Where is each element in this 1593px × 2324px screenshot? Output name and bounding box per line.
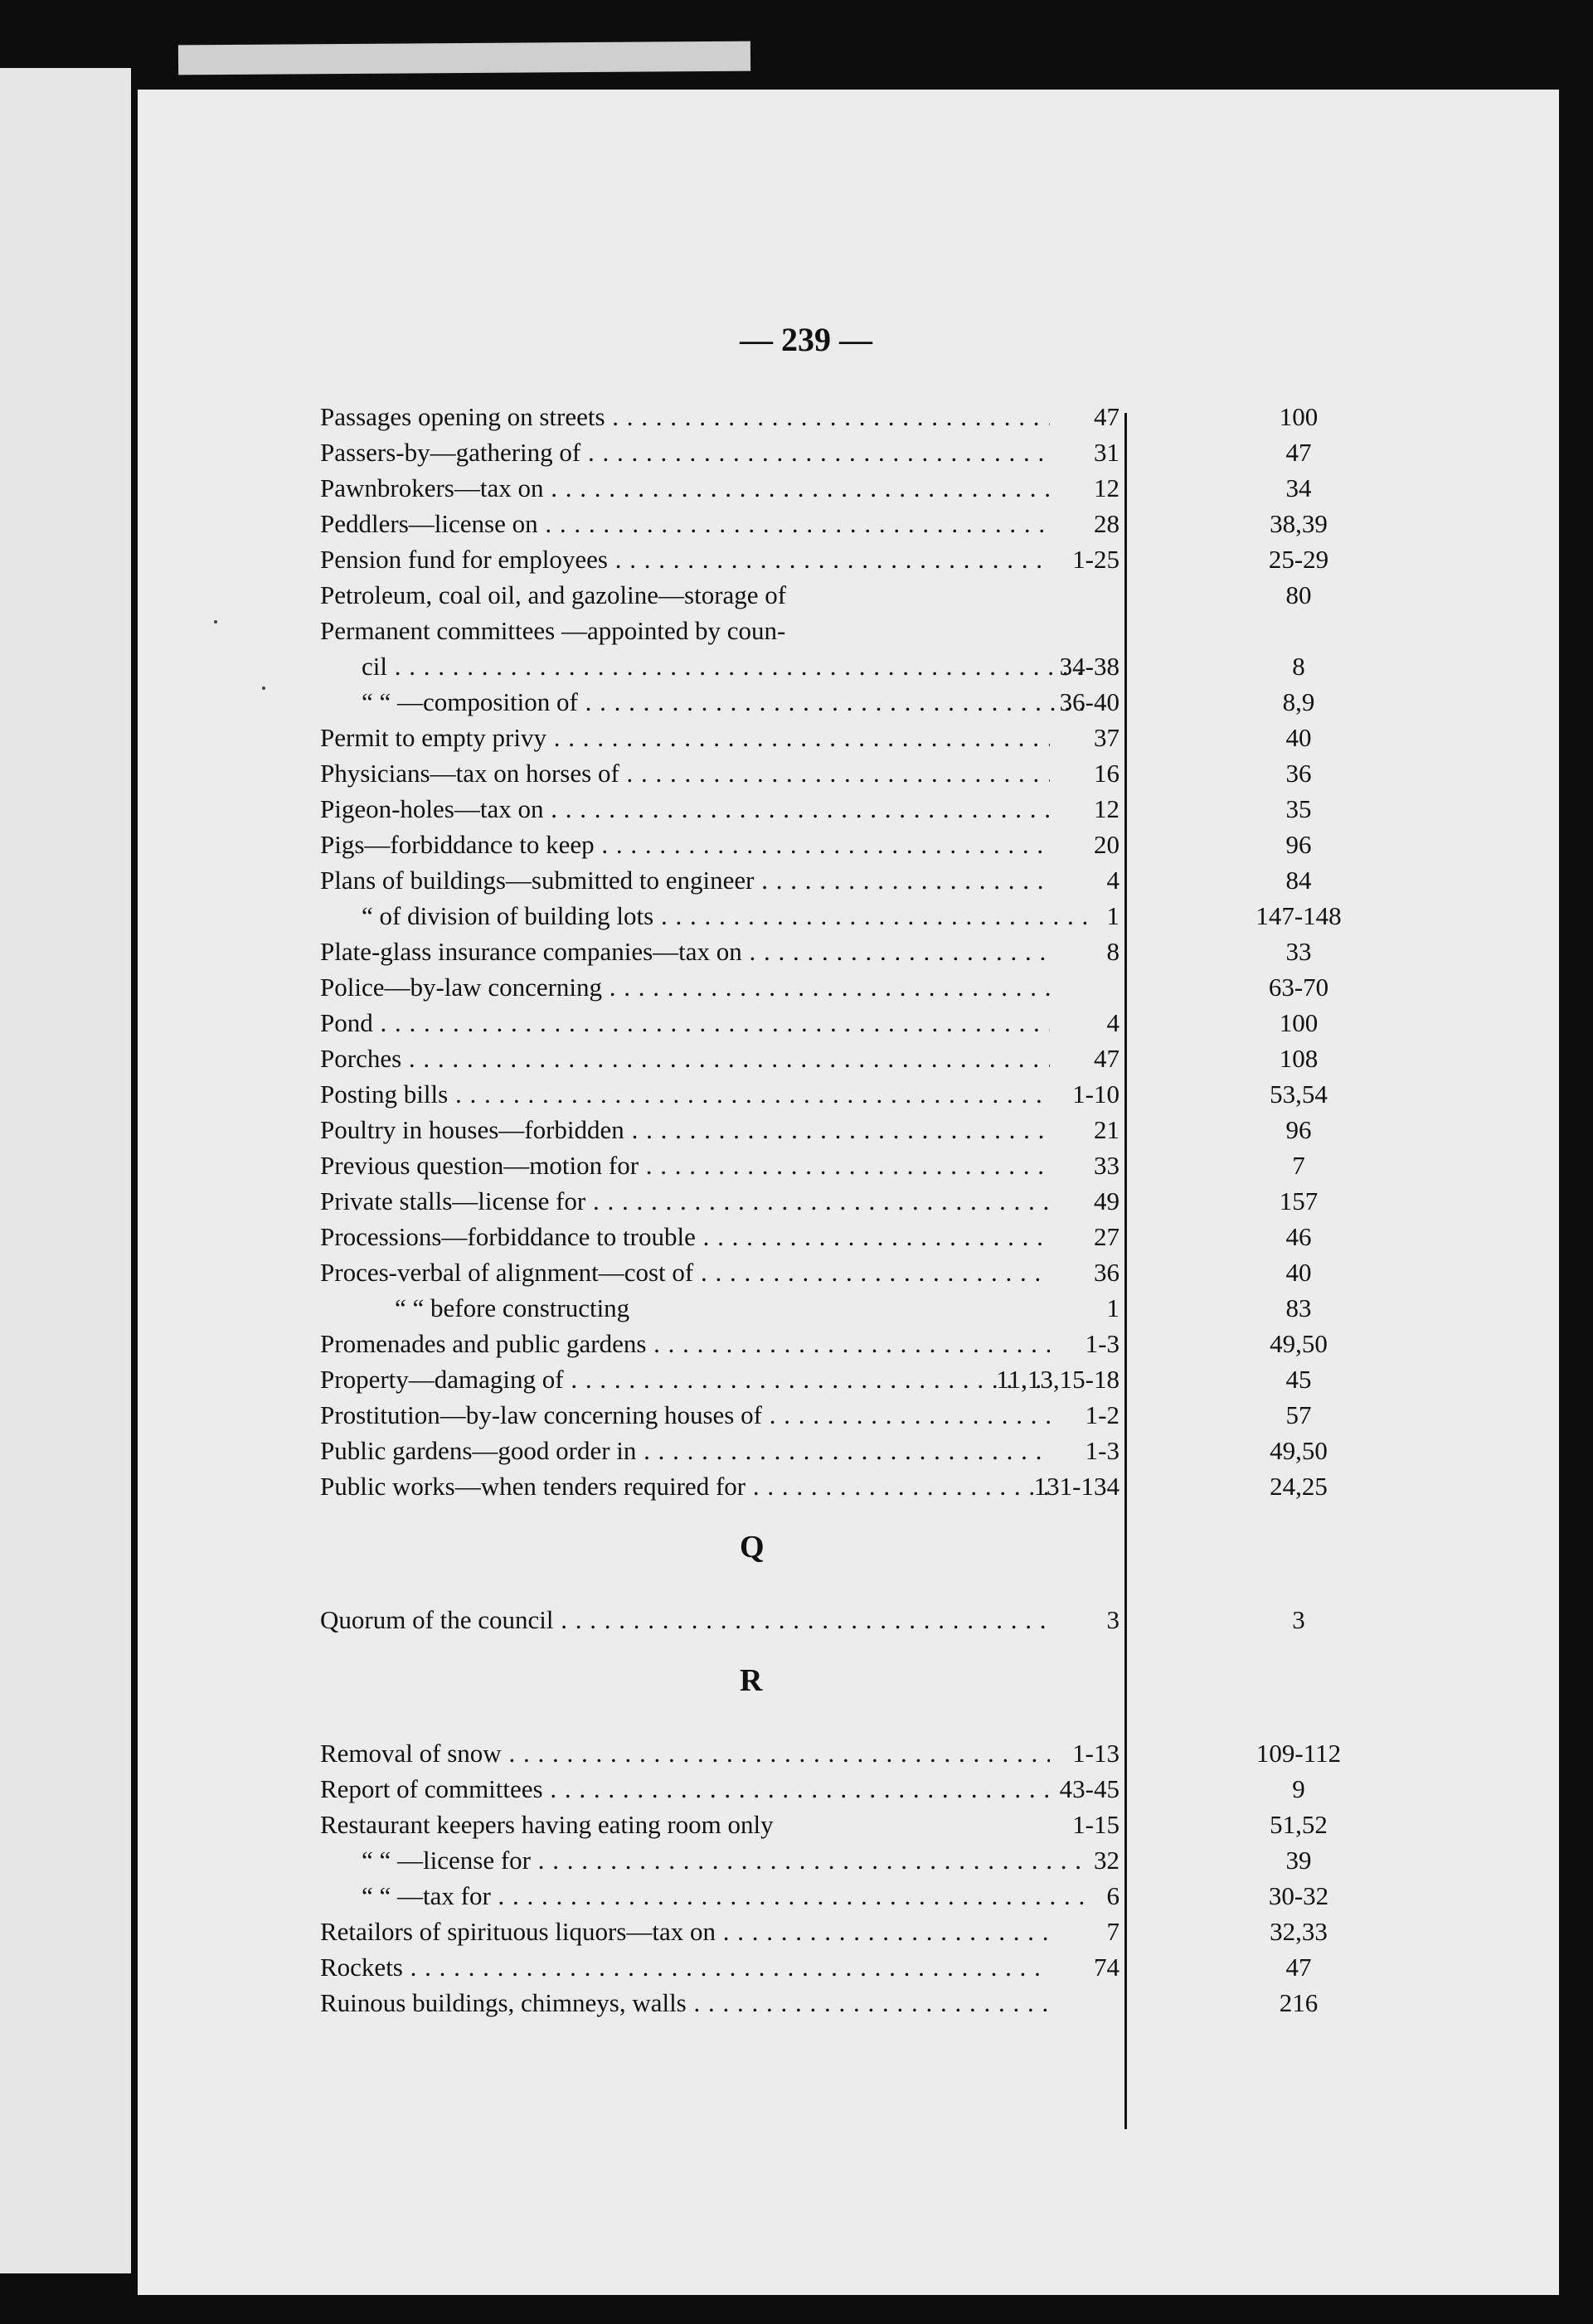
index-entry: “ “ —license for . . . [362, 1844, 1091, 1877]
page-reference: 36 [1285, 759, 1312, 788]
section-reference: 1 [1106, 1293, 1119, 1322]
index-row [138, 1220, 1559, 1254]
index-entry: Pigs—forbiddance to keep . . . [320, 828, 1050, 861]
index-row [138, 579, 1559, 612]
section-reference: 12 [1094, 473, 1119, 502]
page-reference: 40 [1285, 723, 1312, 752]
section-reference: 8 [1106, 937, 1119, 966]
page-reference: 33 [1285, 937, 1312, 966]
page-number-text: — 239 — [740, 321, 872, 358]
section-reference: 131-134 [1033, 1472, 1119, 1501]
index-row [138, 436, 1559, 469]
index-entry: Private stalls—license for . . . [320, 1185, 1050, 1218]
section-reference: 32 [1094, 1846, 1119, 1875]
page-reference: 30-32 [1268, 1881, 1329, 1910]
index-row [138, 1149, 1559, 1182]
index-entry: Plate-glass insurance companies—tax on . . . [320, 935, 1050, 968]
page-reference: 96 [1285, 1115, 1312, 1144]
index-row [138, 1880, 1559, 1913]
page-reference: 109-112 [1255, 1739, 1342, 1768]
section-reference: 21 [1094, 1115, 1119, 1144]
index-page [138, 90, 1559, 2295]
index-row [138, 400, 1559, 434]
index-row [138, 900, 1559, 933]
index-entry: Retailors of spirituous liquors—tax on . . . [320, 1915, 1050, 1948]
page-reference: 25-29 [1268, 545, 1329, 574]
page-reference: 32,33 [1270, 1917, 1328, 1946]
index-entry: Removal of snow . . . [320, 1737, 1050, 1770]
index-row [138, 1915, 1559, 1948]
page-reference: 96 [1285, 830, 1312, 859]
index-entry: Permit to empty privy . . . [320, 721, 1050, 754]
page-reference: 53,54 [1270, 1080, 1328, 1109]
section-reference: 49 [1094, 1186, 1119, 1215]
index-entry: “ “ —tax for . . . [362, 1880, 1091, 1913]
section-reference: 43-45 [1059, 1774, 1119, 1803]
section-reference: 1-15 [1072, 1810, 1119, 1839]
page-reference: 46 [1285, 1222, 1312, 1251]
page-reference: 24,25 [1270, 1472, 1328, 1501]
page-reference: 157 [1279, 1186, 1319, 1215]
section-reference: 47 [1094, 402, 1119, 431]
section-letter-r: R [740, 1663, 763, 1698]
index-entry: Plans of buildings—submitted to engineer . . . [320, 864, 1050, 897]
index-row [138, 757, 1559, 790]
index-entry: Physicians—tax on horses of . . . [320, 757, 1050, 790]
index-row [138, 543, 1559, 576]
index-row [138, 1987, 1559, 2020]
index-entry: Proces-verbal of alignment—cost of . . . [320, 1256, 1050, 1289]
index-entry: Pawnbrokers—tax on . . . [320, 472, 1050, 505]
section-reference: 47 [1094, 1044, 1119, 1073]
section-reference: 1-13 [1072, 1739, 1119, 1768]
section-reference: 4 [1106, 866, 1119, 895]
section-letter-q: Q [740, 1530, 765, 1565]
page-reference: 147-148 [1255, 901, 1342, 930]
page-reference: 83 [1285, 1293, 1312, 1322]
section-reference: 27 [1094, 1222, 1119, 1251]
index-entry: Rockets . . . [320, 1951, 1050, 1984]
paper-scrap [178, 41, 750, 75]
adjacent-page-edge [0, 68, 131, 2273]
index-row [138, 1256, 1559, 1289]
page-reference: 49,50 [1270, 1436, 1328, 1465]
index-row [138, 650, 1559, 683]
index-entry: Promenades and public gardens . . . [320, 1327, 1050, 1361]
index-row [138, 1007, 1559, 1040]
index-entry: Passages opening on streets . . . [320, 400, 1050, 434]
index-row [138, 1773, 1559, 1806]
index-entry: cil . . . [362, 650, 1091, 683]
index-entry: Ruinous buildings, chimneys, walls . . . [320, 1987, 1050, 2020]
page-reference: 3 [1292, 1605, 1305, 1634]
page-reference: 38,39 [1270, 509, 1328, 538]
index-entry: Poultry in houses—forbidden . . . [320, 1113, 1050, 1147]
index-entry: Public works—when tenders required for . . . [320, 1470, 1050, 1503]
section-reference: 74 [1094, 1953, 1119, 1982]
index-entry: Permanent committees —appointed by coun- [320, 616, 786, 645]
index-entry: “ “ before constructing [395, 1293, 630, 1322]
index-row [138, 1951, 1559, 1984]
index-row [138, 1737, 1559, 1770]
index-entry: Public gardens—good order in . . . [320, 1434, 1050, 1468]
section-reference: 1-25 [1072, 545, 1119, 574]
index-entry: Peddlers—license on . . . [320, 507, 1050, 541]
page-reference: 80 [1285, 580, 1312, 609]
index-row [138, 1604, 1559, 1637]
index-row [138, 1042, 1559, 1075]
section-reference: 7 [1106, 1917, 1119, 1946]
index-entry: Porches . . . [320, 1042, 1050, 1075]
page-reference: 40 [1285, 1258, 1312, 1287]
index-row [138, 1844, 1559, 1877]
index-entry: Previous question—motion for . . . [320, 1149, 1050, 1182]
index-entry: Prostitution—by-law concerning houses of . . . [320, 1399, 1050, 1432]
index-row [138, 1327, 1559, 1361]
page-reference: 63-70 [1268, 973, 1329, 1002]
index-entry: Restaurant keepers having eating room only [320, 1810, 774, 1839]
index-row [138, 1363, 1559, 1396]
index-row [138, 507, 1559, 541]
index-entry: Property—damaging of . . . [320, 1363, 1050, 1396]
section-reference: 36 [1094, 1258, 1119, 1287]
index-row [138, 1470, 1559, 1503]
page-reference: 100 [1279, 402, 1319, 431]
page-reference: 47 [1285, 438, 1312, 467]
index-row [138, 686, 1559, 719]
section-reference: 20 [1094, 830, 1119, 859]
page-reference: 100 [1279, 1008, 1319, 1037]
page-reference: 47 [1285, 1953, 1312, 1982]
page-reference: 7 [1292, 1151, 1305, 1180]
index-entry: Pension fund for employees . . . [320, 543, 1050, 576]
index-row [138, 1292, 1559, 1325]
index-row [138, 1185, 1559, 1218]
section-reference: 6 [1106, 1881, 1119, 1910]
index-entry: Petroleum, coal oil, and gazoline—storage of [320, 580, 787, 609]
section-reference: 1-2 [1085, 1400, 1119, 1429]
section-reference: 1-10 [1072, 1080, 1119, 1109]
page-reference: 84 [1285, 866, 1312, 895]
section-reference: 36-40 [1059, 687, 1119, 716]
section-reference: 28 [1094, 509, 1119, 538]
index-row [138, 614, 1559, 648]
index-entry: Report of committees . . . [320, 1773, 1050, 1806]
index-row [138, 935, 1559, 968]
page-reference: 108 [1279, 1044, 1319, 1073]
section-reference: 1 [1106, 901, 1119, 930]
page-reference: 39 [1285, 1846, 1312, 1875]
index-row [138, 1434, 1559, 1468]
index-entry: Passers-by—gathering of . . . [320, 436, 1050, 469]
index-row [138, 472, 1559, 505]
page-reference: 49,50 [1270, 1329, 1328, 1358]
page-reference: 216 [1279, 1988, 1319, 2017]
index-row [138, 1399, 1559, 1432]
index-row [138, 1808, 1559, 1841]
index-row [138, 793, 1559, 826]
section-reference: 1-3 [1085, 1329, 1119, 1358]
index-entry: Quorum of the council . . . [320, 1604, 1050, 1637]
index-entry: “ “ —composition of . . . [362, 686, 1091, 719]
section-reference: 16 [1094, 759, 1119, 788]
section-reference: 37 [1094, 723, 1119, 752]
section-reference: 33 [1094, 1151, 1119, 1180]
section-reference: 31 [1094, 438, 1119, 467]
index-entry: Posting bills . . . [320, 1078, 1050, 1111]
index-entry: “ of division of building lots . . . [362, 900, 1091, 933]
section-reference: 11,13,15-18 [996, 1365, 1119, 1394]
page-reference: 9 [1292, 1774, 1305, 1803]
page-reference: 35 [1285, 794, 1312, 823]
index-entry: Police—by-law concerning . . . [320, 971, 1050, 1004]
page-reference: 45 [1285, 1365, 1312, 1394]
page-reference: 34 [1285, 473, 1312, 502]
section-reference: 34-38 [1059, 652, 1119, 681]
section-reference: 4 [1106, 1008, 1119, 1037]
index-entry: Processions—forbiddance to trouble . . . [320, 1220, 1050, 1254]
page-reference: 51,52 [1270, 1810, 1328, 1839]
page-reference: 8,9 [1282, 687, 1315, 716]
index-row [138, 1078, 1559, 1111]
section-reference: 12 [1094, 794, 1119, 823]
index-entry: Pigeon-holes—tax on . . . [320, 793, 1050, 826]
section-reference: 3 [1106, 1605, 1119, 1634]
index-row [138, 1113, 1559, 1147]
page-reference: 8 [1292, 652, 1305, 681]
index-entry: Pond . . . [320, 1007, 1050, 1040]
index-row [138, 971, 1559, 1004]
page-reference: 57 [1285, 1400, 1312, 1429]
index-row [138, 828, 1559, 861]
section-reference: 1-3 [1085, 1436, 1119, 1465]
index-row [138, 864, 1559, 897]
index-row [138, 721, 1559, 754]
